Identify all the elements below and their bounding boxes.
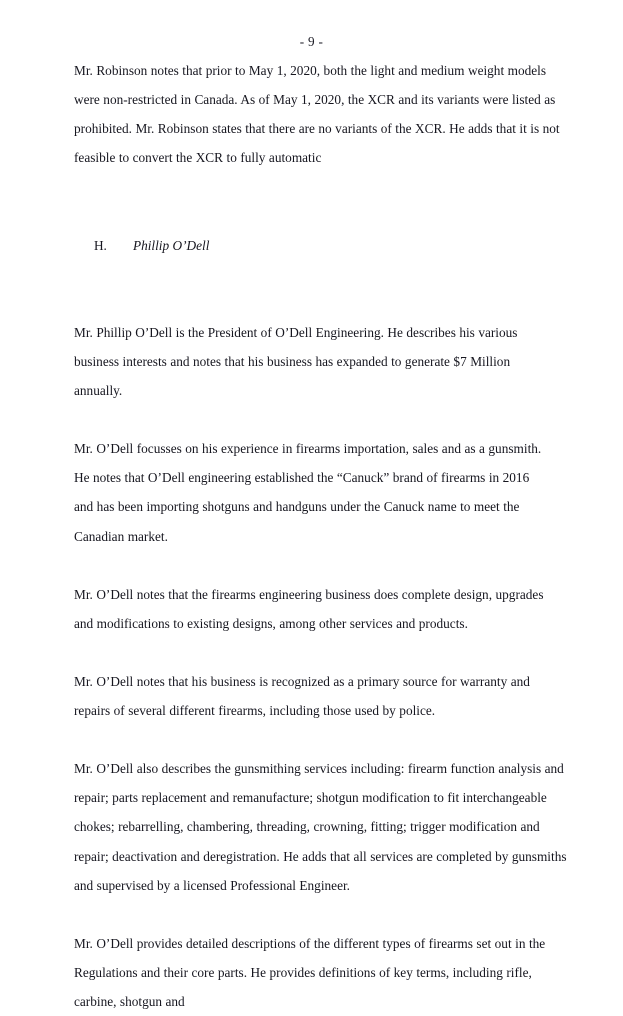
document-body (74, 56, 567, 1016)
paragraph-odell-firearm-definitions: Mr. O’Dell provides detailed descriptions of the different types of firearms set out in the Regulations and their core parts. He provides definitions of key terms, including rifle, carbine, shotgun and (74, 935, 546, 1009)
page-number: - 9 - (299, 34, 324, 49)
paragraph-odell-warranty-repairs: Mr. O’Dell notes that his business is recognized as a primary source for warranty and repairs of several different firearms, including those used by police. (74, 673, 530, 719)
paragraph-odell-engineering-business: Mr. O’Dell notes that the firearms engineering business does complete design, upgrades and modifications to existing designs, among other services and products. (74, 586, 544, 631)
section-heading-h (74, 201, 567, 288)
section-heading-letter: H. (93, 237, 107, 253)
section-heading-title: Phillip O’Dell (132, 237, 210, 253)
paragraph-odell-president: Mr. Phillip O’Dell is the President of O’Dell Engineering. He describes his various business interests and notes that his business has expanded to generate $7 Million annually. (74, 324, 518, 399)
paragraph-odell-experience: Mr. O’Dell focusses on his experience in firearms importation, sales and as a gunsmith. He notes that O’Dell engineering established the “Canuck” brand of firearms in 2016 and has been importing shotguns and handguns under the Canuck name to meet the Canadian market. (74, 441, 542, 544)
paragraph-robinson-xcr: Mr. Robinson notes that prior to May 1, 2020, both the light and medium weight models were non-restricted in Canada. As of May 1, 2020, the XCR and its variants were listed as prohibited. Mr. Robinson states that there are no variants of the XCR. He adds that it is not feasible to convert the XCR to fully automatic (74, 63, 560, 166)
paragraph-odell-gunsmithing-services: Mr. O’Dell also describes the gunsmithing services including: firearm function analysis and repair; parts replacement and remanufacture; shotgun modification to fit interchangeable chokes; rebarrelling, chambering, threading, crowning, fitting; trigger modification and repair; deactivation and deregistration. He adds that all services are completed by gunsmiths and supervised by a licensed Professional Engineer. (74, 761, 567, 893)
